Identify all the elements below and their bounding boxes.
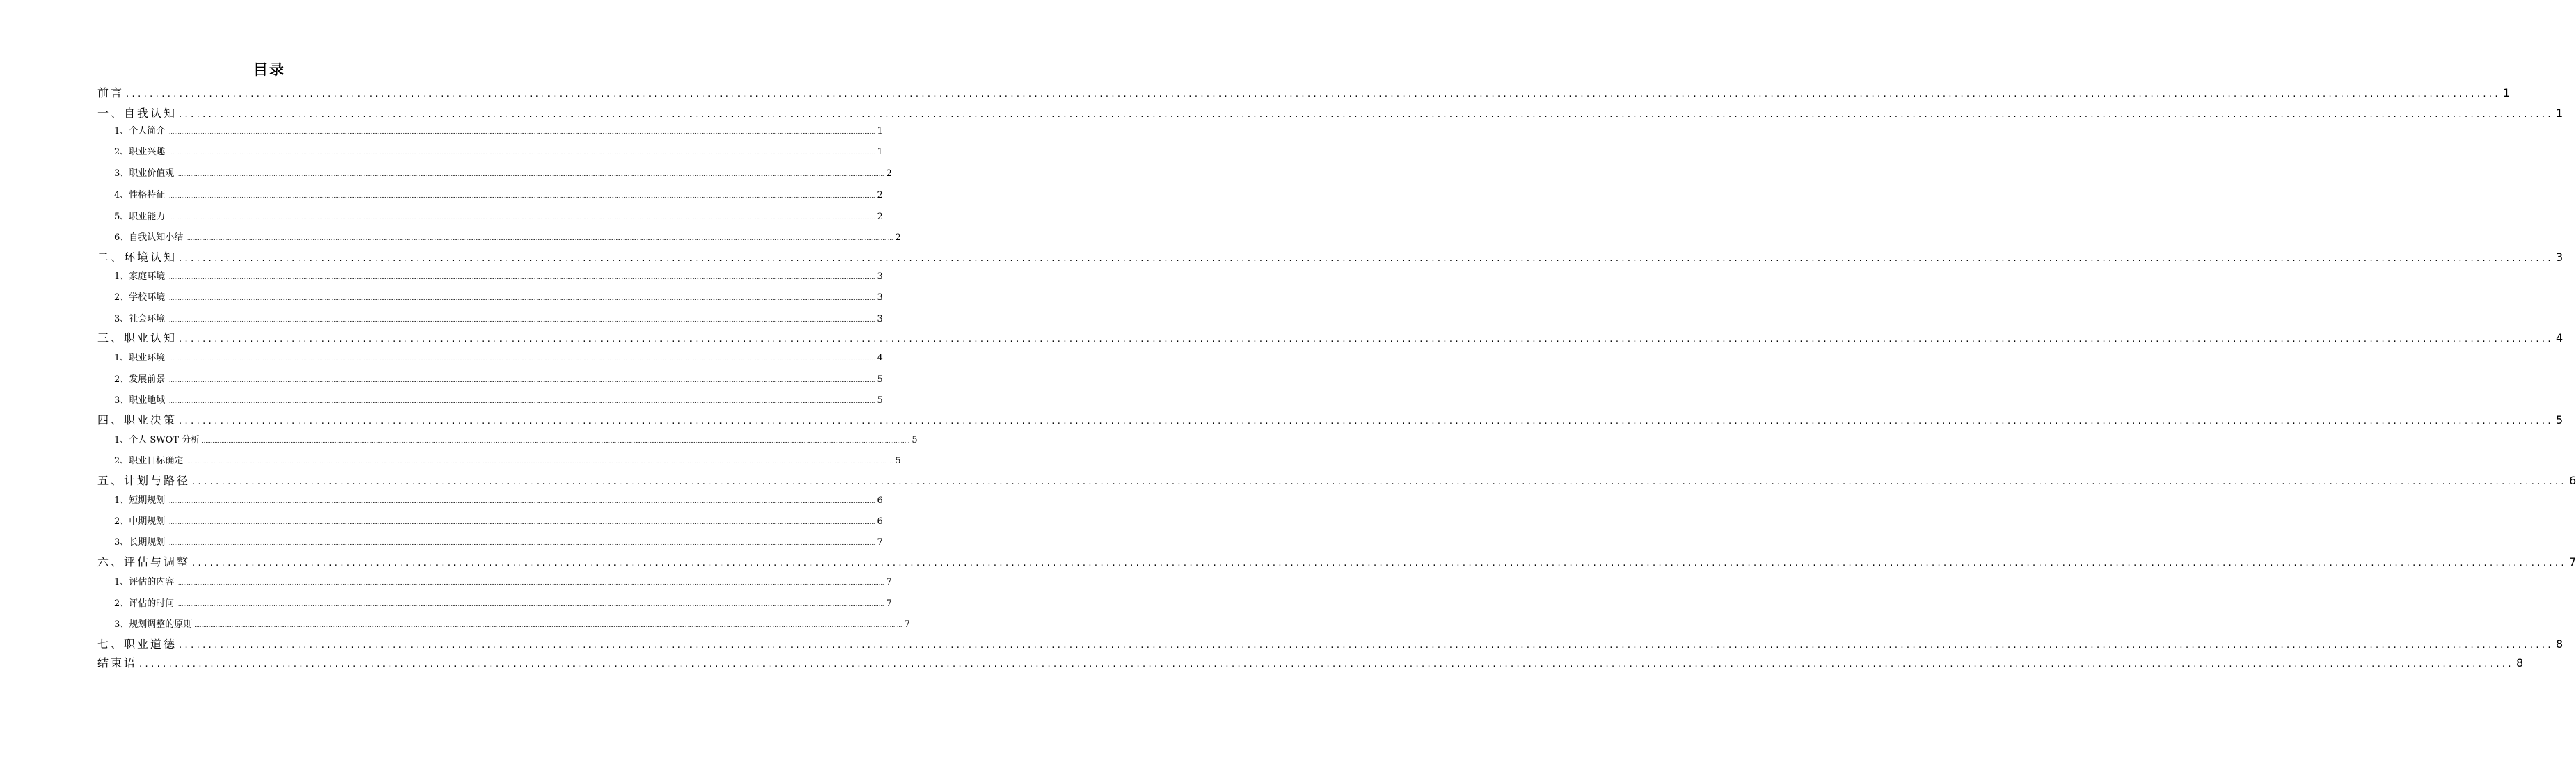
toc-page-number: 2 — [877, 212, 883, 222]
toc-entry-label: 3、长期规划 — [114, 537, 166, 548]
toc-page-number: 1 — [2502, 86, 2511, 100]
toc-entry-label: 3、社会环境 — [114, 314, 166, 324]
toc-entry-label: 5、职业能力 — [114, 212, 166, 222]
toc-dot-leader: ................................................................................................................................................................................................................................................................................................................................................................................................................ — [194, 622, 903, 628]
toc-chapter-entry[interactable] — [97, 472, 2576, 488]
toc-section-entry[interactable] — [114, 230, 901, 243]
toc-entry-label: 六、评估与调整 — [97, 555, 191, 569]
toc-entry-label: 3、规划调整的原则 — [114, 619, 193, 630]
toc-entry-label: 结束语 — [97, 656, 138, 669]
toc-dot-leader: ................................................................................................................................................................................................................................................................................................................................................................................................................ — [179, 416, 2554, 427]
toc-section-entry[interactable] — [114, 144, 883, 157]
toc-dot-leader: ................................................................................................................................................................................................................................................................................................................................................................................................................ — [167, 295, 875, 301]
toc-dot-leader: ................................................................................................................................................................................................................................................................................................................................................................................................................ — [167, 150, 875, 156]
toc-page-number: 2 — [877, 190, 883, 200]
toc-dot-leader: ................................................................................................................................................................................................................................................................................................................................................................................................................ — [185, 235, 893, 241]
toc-page-number: 5 — [2555, 413, 2563, 427]
toc-page-number: 8 — [2555, 637, 2563, 651]
toc-entry-label: 1、个人 SWOT 分析 — [114, 435, 200, 445]
toc-page-number: 4 — [877, 353, 883, 363]
toc-entry-label: 3、职业价值观 — [114, 168, 175, 179]
toc-dot-leader: ................................................................................................................................................................................................................................................................................................................................................................................................................ — [167, 398, 875, 404]
toc-page-number: 3 — [2555, 251, 2563, 264]
toc-section-entry[interactable] — [114, 166, 892, 179]
toc-dot-leader: ................................................................................................................................................................................................................................................................................................................................................................................................................ — [176, 580, 884, 586]
toc-entry-label: 一、自我认知 — [97, 106, 177, 120]
toc-entry-label: 五、计划与路径 — [97, 474, 191, 487]
toc-dot-leader: ................................................................................................................................................................................................................................................................................................................................................................................................................ — [167, 129, 875, 135]
toc-section-entry[interactable] — [114, 493, 883, 506]
toc-dot-leader: ................................................................................................................................................................................................................................................................................................................................................................................................................ — [202, 438, 910, 444]
toc-section-entry[interactable] — [114, 514, 883, 527]
toc-section-entry[interactable] — [114, 392, 883, 406]
toc-entry-label: 三、职业认知 — [97, 331, 177, 344]
toc-page-number: 2 — [886, 168, 892, 179]
toc-section-entry[interactable] — [114, 187, 883, 200]
toc-dot-leader: ................................................................................................................................................................................................................................................................................................................................................................................................................ — [167, 540, 875, 546]
toc-dot-leader: ................................................................................................................................................................................................................................................................................................................................................................................................................ — [179, 334, 2554, 344]
toc-title: 目录 — [253, 61, 285, 78]
toc-page-number: 6 — [2568, 474, 2576, 487]
toc-page-number: 4 — [2555, 331, 2563, 344]
toc-chapter-entry[interactable] — [97, 329, 2563, 345]
toc-page-number: 5 — [895, 456, 901, 466]
toc-dot-leader: ................................................................................................................................................................................................................................................................................................................................................................................................................ — [167, 377, 875, 383]
toc-entry-label: 1、评估的内容 — [114, 577, 175, 587]
toc-chapter-entry[interactable] — [97, 248, 2563, 264]
toc-entry-label: 1、个人简介 — [114, 126, 166, 136]
toc-page-number: 5 — [877, 374, 883, 385]
toc-dot-leader: ................................................................................................................................................................................................................................................................................................................................................................................................................ — [176, 601, 884, 608]
toc-section-entry[interactable] — [114, 453, 901, 466]
toc-section-entry[interactable] — [114, 617, 910, 630]
toc-page-number: 7 — [2568, 555, 2576, 569]
toc-section-entry[interactable] — [114, 269, 883, 282]
toc-dot-leader: ................................................................................................................................................................................................................................................................................................................................................................................................................ — [167, 356, 875, 362]
toc-dot-leader: ................................................................................................................................................................................................................................................................................................................................................................................................................ — [192, 558, 2567, 569]
toc-section-entry[interactable] — [114, 432, 918, 445]
toc-section-entry[interactable] — [114, 372, 883, 385]
toc-page-number: 5 — [877, 395, 883, 406]
toc-entry-label: 1、职业环境 — [114, 353, 166, 363]
toc-dot-leader: ................................................................................................................................................................................................................................................................................................................................................................................................................ — [167, 317, 875, 323]
toc-chapter-entry[interactable] — [97, 635, 2563, 651]
toc-page-number: 1 — [877, 147, 883, 157]
toc-entry-label: 1、短期规划 — [114, 495, 166, 506]
toc-dot-leader: ................................................................................................................................................................................................................................................................................................................................................................................................................ — [167, 498, 875, 505]
toc-page-number: 3 — [877, 314, 883, 324]
toc-dot-leader: ................................................................................................................................................................................................................................................................................................................................................................................................................ — [167, 519, 875, 525]
toc-dot-leader: ................................................................................................................................................................................................................................................................................................................................................................................................................ — [167, 193, 875, 199]
toc-entry-label: 二、环境认知 — [97, 251, 177, 264]
toc-dot-leader: ................................................................................................................................................................................................................................................................................................................................................................................................................ — [167, 274, 875, 280]
toc-chapter-entry[interactable] — [97, 104, 2563, 120]
toc-dot-leader: ................................................................................................................................................................................................................................................................................................................................................................................................................ — [185, 459, 893, 465]
toc-page-number: 7 — [877, 537, 883, 548]
toc-chapter-entry[interactable] — [97, 84, 2511, 100]
toc-section-entry[interactable] — [114, 574, 892, 587]
toc-page-number: 6 — [877, 495, 883, 506]
toc-page-number: 2 — [895, 232, 901, 243]
toc-chapter-entry[interactable] — [97, 553, 2576, 569]
toc-entry-label: 2、发展前景 — [114, 374, 166, 385]
toc-section-entry[interactable] — [114, 209, 883, 222]
toc-dot-leader: ................................................................................................................................................................................................................................................................................................................................................................................................................ — [179, 640, 2554, 651]
toc-page-number: 3 — [877, 292, 883, 303]
toc-entry-label: 6、自我认知小结 — [114, 232, 184, 243]
toc-entry-label: 四、职业决策 — [97, 413, 177, 427]
toc-entry-label: 2、职业兴趣 — [114, 147, 166, 157]
toc-page-number: 7 — [904, 619, 910, 630]
toc-dot-leader: ................................................................................................................................................................................................................................................................................................................................................................................................................ — [192, 477, 2567, 487]
toc-page-number: 8 — [2515, 656, 2524, 669]
toc-dot-leader: ................................................................................................................................................................................................................................................................................................................................................................................................................ — [179, 253, 2554, 264]
toc-page-number: 1 — [2555, 106, 2563, 120]
toc-dot-leader: ................................................................................................................................................................................................................................................................................................................................................................................................................ — [179, 109, 2554, 120]
toc-section-entry[interactable] — [114, 311, 883, 324]
toc-page-number: 6 — [877, 516, 883, 527]
toc-page-number: 1 — [877, 126, 883, 136]
toc-dot-leader: ................................................................................................................................................................................................................................................................................................................................................................................................................ — [167, 214, 875, 221]
toc-page-number: 5 — [912, 435, 918, 445]
toc-page-number: 7 — [886, 598, 892, 609]
toc-section-entry[interactable] — [114, 123, 883, 136]
toc-section-entry[interactable] — [114, 534, 883, 548]
toc-dot-leader: ................................................................................................................................................................................................................................................................................................................................................................................................................ — [176, 171, 884, 177]
toc-entry-label: 1、家庭环境 — [114, 271, 166, 282]
toc-section-entry[interactable] — [114, 596, 892, 609]
toc-chapter-entry[interactable] — [97, 654, 2524, 670]
toc-dot-leader: ................................................................................................................................................................................................................................................................................................................................................................................................................ — [126, 89, 2501, 100]
toc-entry-label: 2、职业目标确定 — [114, 456, 184, 466]
toc-entry-label: 4、性格特征 — [114, 190, 166, 200]
toc-section-entry[interactable] — [114, 289, 883, 303]
toc-entry-label: 3、职业地域 — [114, 395, 166, 406]
toc-page-number: 3 — [877, 271, 883, 282]
toc-entry-label: 2、中期规划 — [114, 516, 166, 527]
toc-chapter-entry[interactable] — [97, 411, 2563, 427]
toc-section-entry[interactable] — [114, 350, 883, 363]
toc-page-number: 7 — [886, 577, 892, 587]
toc-entry-label: 2、学校环境 — [114, 292, 166, 303]
toc-entry-label: 七、职业道德 — [97, 637, 177, 651]
toc-dot-leader: ................................................................................................................................................................................................................................................................................................................................................................................................................ — [139, 659, 2514, 669]
toc-entry-label: 前言 — [97, 86, 125, 100]
toc-entry-label: 2、评估的时间 — [114, 598, 175, 609]
